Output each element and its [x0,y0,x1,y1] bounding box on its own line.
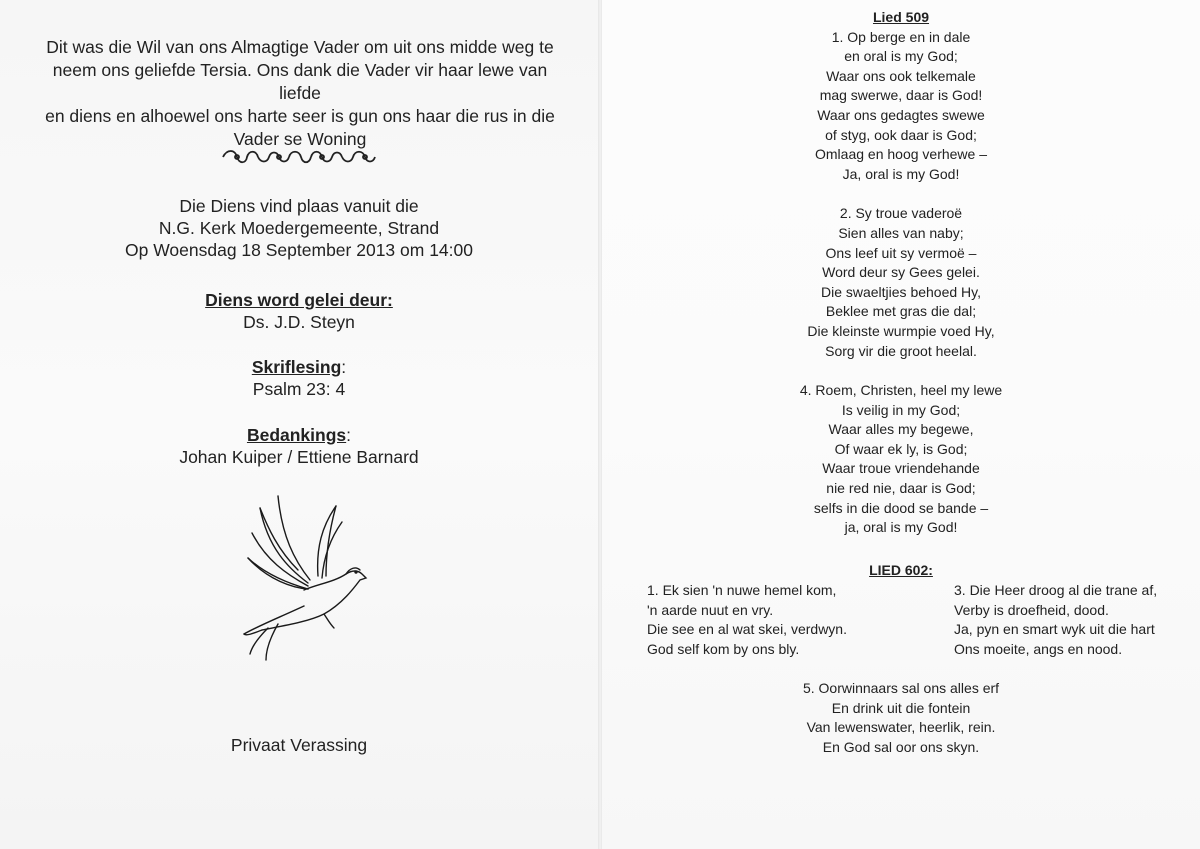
verse-line: Waar alles my begewe, [828,421,974,438]
service-line: N.G. Kerk Moedergemeente, Strand [158,218,440,238]
hymn-title: Lied 509 [872,9,930,25]
verse-line: selfs in die dood se bande – [813,499,989,516]
thanks-section [0,424,598,468]
verse-line: 'n aarde nuut en vry. [647,601,774,618]
reading-value: Psalm 23: 4 [252,379,346,399]
reading-colon: : [341,357,347,377]
thanks-colon: : [346,425,352,445]
dove-icon [238,488,378,673]
verse-line: Waar ons ook telkemale [826,67,976,84]
verse-line: Ja, oral is my God! [842,165,960,182]
verse-line: en oral is my God; [844,48,958,65]
officiant-name: Ds. J.D. Steyn [243,312,355,332]
verse-line: 1. Op berge en in dale [831,28,971,45]
verse-line: En drink uit die fontein [831,699,971,716]
officiant-section [0,289,598,333]
verse-line: nie red nie, daar is God; [826,480,976,497]
hymn-602-verse-3 [954,581,1157,659]
right-page [602,0,1200,849]
verse-line: of styg, ook daar is God; [825,126,977,143]
verse-line: Verby is droefheid, dood. [954,601,1109,618]
intro-paragraph [30,36,570,151]
hymn-602-heading [602,561,1200,581]
verse-line: Ja, pyn en smart wyk uit die hart [954,621,1155,638]
thanks-heading: Bedankings [246,425,347,445]
service-details [0,195,598,261]
officiant-heading: Diens word gelei deur: [205,290,393,310]
verse-line: 2. Sy troue vaderoë [839,205,963,222]
hymn-509 [602,8,1200,538]
service-line: Die Diens vind plaas vanuit die [179,196,419,216]
verse-line: Sien alles van naby; [838,224,964,241]
verse-line: Waar troue vriendehande [822,460,980,477]
verse-line: 4. Roem, Christen, heel my lewe [799,382,1003,399]
verse-2 [602,204,1200,361]
footer-text: Privaat Verassing [230,735,368,755]
verse-line: Van lewenswater, heerlik, rein. [806,719,996,736]
verse-line: Die see en al wat skei, verdwyn. [647,621,847,638]
hymn-title: LIED 602: [869,562,933,578]
verse-line: Ons moeite, angs en nood. [954,640,1123,657]
verse-line: 1. Ek sien 'n nuwe hemel kom, [647,582,837,598]
verse-line: Of waar ek ly, is God; [834,440,968,457]
verse-line: Sorg vir die groot heelal. [825,342,977,359]
left-page [0,0,598,849]
hymn-602-verse-5 [602,679,1200,757]
verse-line: Omlaag en hoog verhewe – [815,146,987,163]
verse-line: ja, oral is my God! [844,519,958,536]
verse-line: Die kleinste wurmpie voed Hy, [807,322,995,339]
verse-line: En God sal oor ons skyn. [822,738,980,755]
verse-line: Waar ons gedagtes swewe [817,106,985,123]
verse-line: mag swerwe, daar is God! [819,87,983,104]
hymn-602-verse-1 [647,581,847,659]
verse-line: Word deur sy Gees gelei. [822,264,980,281]
thanks-value: Johan Kuiper / Ettiene Barnard [179,447,419,467]
intro-line: neem ons geliefde Tersia. Ons dank die Vader vir haar lewe van liefde [52,60,548,103]
verse-line: 3. Die Heer droog al die trane af, [954,582,1158,598]
reading-heading: Skriflesing [251,357,342,377]
scroll-ornament-icon [0,148,598,171]
verse-line: Ons leef uit sy vermoë – [825,244,977,261]
intro-line: Dit was die Wil van ons Almagtige Vader om uit ons midde weg te [46,37,554,57]
intro-line: en diens en alhoewel ons harte seer is gun ons haar die rus in die [45,106,555,126]
verse-line: Beklee met gras die dal; [825,303,977,320]
verse-1 [602,28,1200,185]
service-line: Op Woensdag 18 September 2013 om 14:00 [125,240,473,260]
verse-line: God self kom by ons bly. [647,640,800,657]
verse-line: Is veilig in my God; [841,401,961,418]
verse-line: Die swaeltjies behoed Hy, [820,283,982,300]
verse-4 [602,381,1200,538]
intro-line: Vader se Woning [233,129,367,149]
verse-line: 5. Oorwinnaars sal ons alles erf [802,680,1000,696]
reading-section [0,356,598,400]
